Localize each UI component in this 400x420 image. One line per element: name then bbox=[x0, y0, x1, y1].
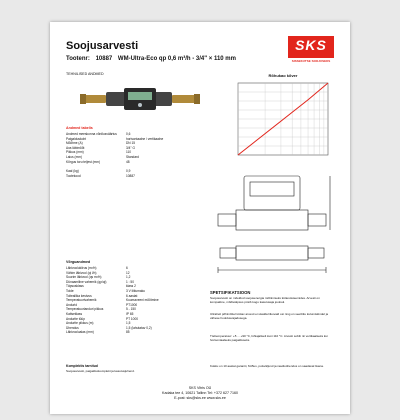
table1-row bbox=[66, 160, 176, 165]
table1-extra-row bbox=[66, 174, 176, 179]
table2-value: 3 V liitiumaku bbox=[126, 288, 145, 293]
product-line bbox=[66, 56, 240, 62]
table2-value: 12 bbox=[126, 270, 130, 275]
table2-value: Kuumaveeni mõõtmine bbox=[126, 298, 159, 303]
table1-extra bbox=[66, 169, 176, 178]
table1-key: Pikkus (mm) bbox=[66, 150, 84, 155]
table2-key: Vähim läbivool (qi l/h) bbox=[66, 270, 97, 275]
table2-key: Temperatuurivahemik bbox=[66, 298, 97, 303]
table1-extra-key: Kaal (kg) bbox=[66, 169, 79, 173]
table1-key: Paigalduskoht bbox=[66, 136, 87, 141]
table1-key: Ava läbimõõt bbox=[66, 145, 85, 150]
dimension-drawing bbox=[210, 168, 338, 286]
table2-value: PT1000 bbox=[126, 302, 138, 307]
delivery-text: Soojusarvesti, paigalduskomplekt ja kasutusjuhend. bbox=[66, 369, 135, 373]
spec-heading: SPETSIFIKATSIOON bbox=[210, 290, 251, 295]
pressure-loss-chart bbox=[210, 73, 338, 169]
table1-value: DN 15 bbox=[126, 141, 136, 146]
table1-extra-value: 10887 bbox=[126, 173, 135, 178]
spec-paragraph-3: Töötemperatuur: +5 ... +90 °C, lühiajaliselt kuni 110 °C. Arvesti sobib nii vertikaalseks kui horisontaalseks paigalduseks. bbox=[210, 334, 328, 343]
product-code: 10887 bbox=[95, 56, 113, 62]
table2-value: klass 2 bbox=[126, 284, 136, 289]
chart-plot bbox=[210, 79, 338, 169]
table2-key: Täpsusklass bbox=[66, 284, 84, 289]
table2-value: PT 1000 bbox=[126, 316, 138, 321]
table2-key: Andurite tüüp bbox=[66, 316, 85, 321]
table2-key: Temperatuurianduri pikkus bbox=[66, 307, 104, 312]
footer-company: SKS Vitris OÜ bbox=[188, 386, 212, 390]
table2-key: Suurim läbivool (qs m³/h) bbox=[66, 275, 102, 280]
table2-key: Läbivoolukiirus (m³/h) bbox=[66, 266, 97, 270]
table2-value: 1,5 (lahutatav 0,2) bbox=[126, 325, 152, 330]
chart-title: Rõhukao kõver bbox=[268, 73, 298, 78]
product-name: WM-Ultra-Eco qp 0,6 m³/h - 3/4" × 110 mm bbox=[117, 56, 236, 62]
heat-meter-image bbox=[80, 82, 200, 116]
table1-value: 48 bbox=[126, 159, 130, 164]
logo-tagline: SISSEKUTSE SOOJUSEKS bbox=[291, 59, 331, 63]
product-code-label: Tootenr: bbox=[66, 56, 90, 62]
page-title: Soojusarvesti bbox=[66, 40, 139, 52]
table2-value: 1,2 bbox=[126, 275, 131, 280]
table1-value: 3/4" G bbox=[126, 145, 135, 150]
table1-heading: Andmed tabelis bbox=[66, 126, 93, 130]
table1-value: 0,6 bbox=[126, 132, 131, 136]
table2-value: 5 - 150 bbox=[126, 307, 136, 312]
table2-key: Toide bbox=[66, 288, 74, 293]
table1-extra-key: Tootekood bbox=[66, 173, 81, 178]
spec-paragraph-2: Ultraheli põhimõttel töötav arvesti ei sisalda liikuvaid osi ning on seetõttu kulumiskindel ja vähese hooldusvajadusega. bbox=[210, 312, 329, 321]
table2-heading: Võrguandmed bbox=[66, 260, 91, 264]
table2 bbox=[66, 266, 176, 335]
table2-key: Läbivoolualas (mm) bbox=[66, 330, 94, 335]
table2-key: Ühendus bbox=[66, 325, 79, 330]
table2-key: Andurid bbox=[66, 302, 77, 307]
table1-key: Mõõtme (A) bbox=[66, 141, 83, 146]
table1-key: Andmed meeskonna võrdlusväärtus bbox=[66, 132, 117, 136]
table2-key: Toiteallika kestvus bbox=[66, 293, 92, 298]
table1-key: Kõrgus toru teljest (mm) bbox=[66, 159, 101, 164]
datasheet-page bbox=[50, 22, 350, 414]
technical-data-label: TEHNILISED ANDMED bbox=[66, 72, 104, 76]
footer-address: Kadaka tee 4, 10621 Tallinn Tel: +372 627 7160 bbox=[162, 391, 238, 395]
table1-extra-value: 0,9 bbox=[126, 169, 131, 173]
table2-row bbox=[66, 330, 176, 335]
footer-contact: E-post: sks@sks.ee www.sks.ee bbox=[174, 396, 226, 400]
table2-value: IP 65 bbox=[126, 311, 134, 316]
table2-key: Dünaamiline vahemik (qp/qi) bbox=[66, 279, 107, 284]
table2-value: 6 bbox=[126, 266, 128, 270]
spec-paragraph-1: Soojusarvesti on mõeldud soojusenergia mõõtmiseks küttesüsteemides. Arvesti on kompaktne, mõõtetäpsus püsib kogu kasutusaja jooksul. bbox=[210, 296, 320, 305]
table1-key: Laius (mm) bbox=[66, 154, 82, 159]
footer bbox=[50, 386, 350, 401]
table1-value: 110 bbox=[126, 150, 132, 155]
table2-value: 1 : 50 bbox=[126, 279, 134, 284]
sks-logo bbox=[288, 36, 334, 58]
table2-value: 85 bbox=[126, 330, 130, 335]
table2-key: Kaitseklass bbox=[66, 311, 83, 316]
table2-value: 6 aastat bbox=[126, 293, 138, 298]
table1-value: Standard bbox=[126, 154, 139, 159]
logo-text: SKS bbox=[295, 37, 327, 53]
spec-paragraph-4: Kokku on 10 aastat garantii, M-Bus, pulsväljund ja raadioühendus on saadaval lisana. bbox=[210, 364, 324, 368]
table2-value: 1,5 bbox=[126, 321, 131, 326]
table1 bbox=[66, 132, 176, 164]
table2-key: Andurite pikkus (m) bbox=[66, 321, 94, 326]
table1-value: horisontaalne / vertikaalne bbox=[126, 136, 164, 141]
delivery-heading: Komplektis tarnitud bbox=[66, 364, 98, 368]
